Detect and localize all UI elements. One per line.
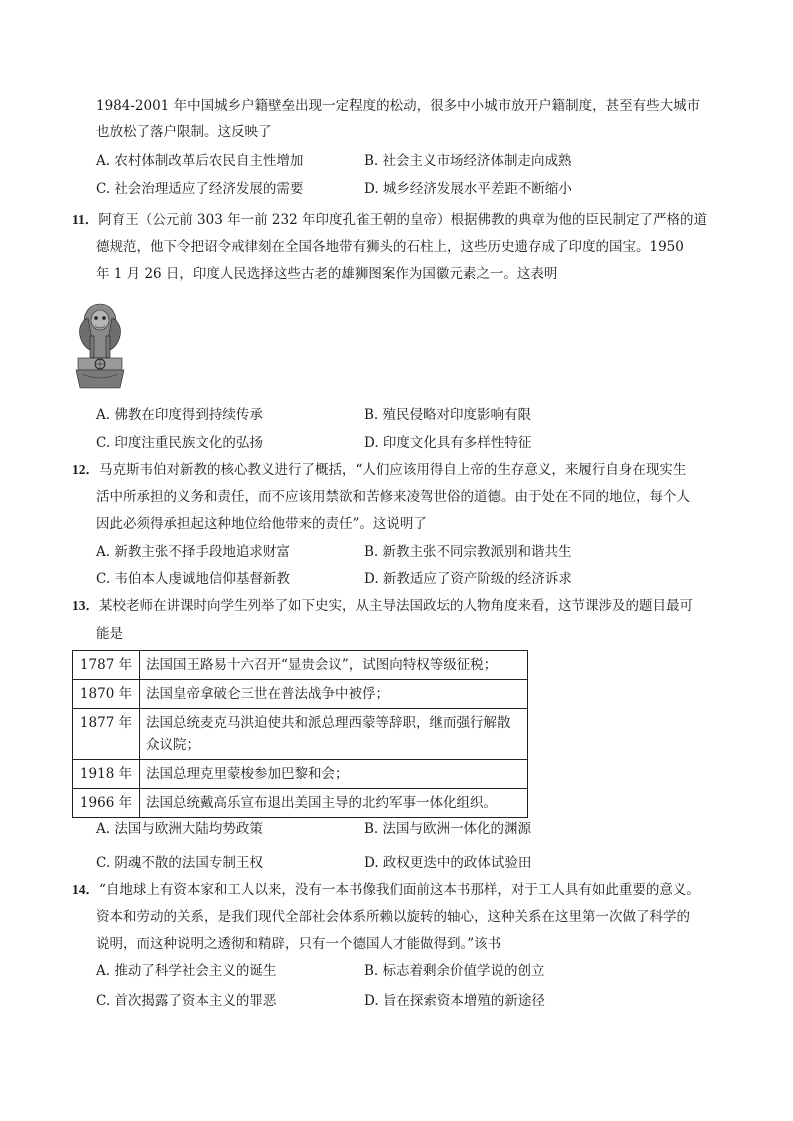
table-cell-event: 法国皇帝拿破仑三世在普法战争中被俘； [140,680,528,709]
q11-stem-line2: 德规范，他下令把诏令戒律刻在全国各地带有狮头的石柱上，这些历史遗存成了印度的国宝。1950 [96,239,684,255]
table-cell-year: 1787 年 [73,651,140,680]
table-row [73,789,528,818]
table-cell-event: 法国国王路易十六召开“显贵会议”，试图向特权等级征税； [140,651,528,680]
q12-option-a[interactable]: A. 新教主张不择手段地追求财富 [96,544,290,560]
q13-option-c[interactable]: C. 阴魂不散的法国专制王权 [96,855,263,871]
q11-option-c[interactable]: C. 印度注重民族文化的弘扬 [96,435,263,451]
q14-option-b[interactable]: B. 标志着剩余价值学说的创立 [364,963,545,979]
q14-stem-line1 [72,880,700,900]
q11-stem-text1: 阿育王（公元前 303 年一前 232 年印度孔雀王朝的皇帝）根据佛教的典章为他的臣民制定了严格的道 [98,212,707,228]
q12-number: 12． [72,462,99,477]
q12-option-c[interactable]: C. 韦伯本人虔诚地信仰基督新教 [96,571,290,587]
table-cell-event: 法国总理克里蒙梭参加巴黎和会； [140,760,528,789]
q13-number: 13． [72,598,99,613]
table-row [73,760,528,789]
q13-option-a[interactable]: A. 法国与欧洲大陆均势政策 [96,821,263,837]
table-cell-year: 1877 年 [73,709,140,760]
q12-option-b[interactable]: B. 新教主张不同宗教派别和谐共生 [364,544,572,560]
q13-option-d[interactable]: D. 政权更迭中的政体试验田 [364,855,532,871]
q13-history-facts-table [72,650,528,818]
q13-option-b[interactable]: B. 法国与欧洲一体化的渊源 [364,821,532,837]
table-cell-year: 1870 年 [73,680,140,709]
q10-option-b[interactable]: B. 社会主义市场经济体制走向成熟 [364,153,572,169]
q14-option-a[interactable]: A. 推动了科学社会主义的诞生 [96,963,277,979]
q11-option-d[interactable]: D. 印度文化具有多样性特征 [364,435,532,451]
q12-stem-line3: 因此必须得承担起这种地位给他带来的责任”。这说明了 [96,516,427,532]
table-cell-year: 1966 年 [73,789,140,818]
q13-stem-line1 [72,596,693,616]
q14-stem-line3: 说明，而这种说明之透彻和精辟，只有一个德国人才能做得到。”该书 [96,936,502,952]
q10-stem-line2: 也放松了落户限制。这反映了 [96,124,272,140]
q13-stem-text1: 某校老师在讲课时向学生列举了如下史实，从主导法国政坛的人物角度来看，这节课涉及的题目最可 [99,598,693,614]
q14-option-c[interactable]: C. 首次揭露了资本主义的罪恶 [96,993,277,1009]
lion-capital-emblem-icon [72,300,128,392]
q11-option-a[interactable]: A. 佛教在印度得到持续传承 [96,407,263,423]
table-row [73,680,528,709]
table-cell-year: 1918 年 [73,760,140,789]
table-row [73,709,528,760]
q14-stem-line2: 资本和劳动的关系，是我们现代全部社会体系所赖以旋转的轴心，这种关系在这里第一次做了科学的 [96,909,690,925]
q11-number: 11． [72,212,99,227]
table-row [73,651,528,680]
table-cell-event: 法国总统麦克马洪迫使共和派总理西蒙等辞职，继而强行解散众议院； [140,709,528,760]
q10-stem-line1: 1984-2001 年中国城乡户籍壁垒出现一定程度的松动，很多中小城市放开户籍制度，甚至有些大城市 [96,98,701,114]
q11-stem-line1 [72,210,707,230]
q13-stem-line2: 能是 [96,626,123,642]
q14-stem-text1: “自地球上有资本家和工人以来，没有一本书像我们面前这本书那样，对于工人具有如此重要的意义。 [99,882,700,898]
table-cell-event: 法国总统戴高乐宣布退出美国主导的北约军事一体化组织。 [140,789,528,818]
q10-option-a[interactable]: A. 农村体制改革后农民自主性增加 [96,153,304,169]
q12-stem-text1: 马克斯韦伯对新教的核心教义进行了概括，“人们应该用得自上帝的生存意义，来履行自身在现实生 [99,462,687,478]
q12-stem-line1 [72,460,686,480]
q10-option-c[interactable]: C. 社会治理适应了经济发展的需要 [96,181,304,197]
q12-option-d[interactable]: D. 新教适应了资产阶级的经济诉求 [364,571,572,587]
q14-number: 14． [72,882,99,897]
q11-stem-line3: 年 1 月 26 日，印度人民选择这些古老的雄狮图案作为国徽元素之一。这表明 [96,266,558,282]
q12-stem-line2: 活中所承担的义务和责任，而不应该用禁欲和苦修来凌驾世俗的道德。由于处在不同的地位，每个人 [96,489,690,505]
q11-option-b[interactable]: B. 殖民侵略对印度影响有限 [364,407,532,423]
q10-option-d[interactable]: D. 城乡经济发展水平差距不断缩小 [364,181,572,197]
q14-option-d[interactable]: D. 旨在探索资本增殖的新途径 [364,993,545,1009]
